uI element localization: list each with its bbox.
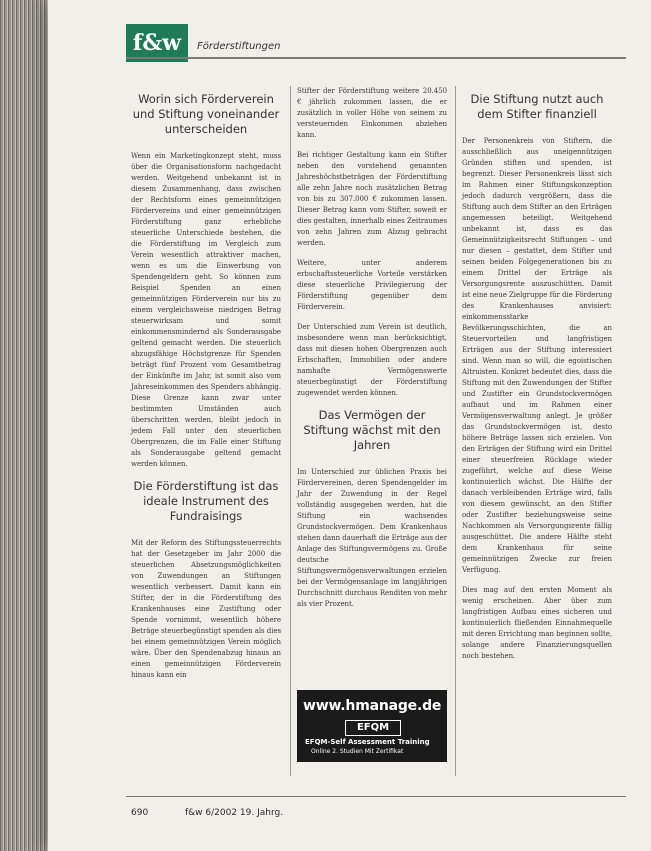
heading-fundraising: Die Förderstiftung ist das ideale Instrument des Fundraisings: [133, 479, 279, 523]
heading-vermoegen: Das Vermögen der Stiftung wächst mit den Jahren: [303, 408, 441, 452]
footer-rule: [126, 796, 626, 797]
paragraph: Im Unterschied zur üblichen Praxis bei Fördervereinen, deren Spendengelder im Jahr der Zuwendung in der Regel vollständig ausgegeben werden, hat die Stiftung ein wachsendes Grundstockvermögen. Dem Krankenhaus stehen dann dauerhaft die Erträge aus der Anlage des Stiftungsvermögens zu. Große deutsche Stiftungsvermögensverwaltungen erzielen bei der Vermögensanlage im langjährigen Durchschnitt durchaus Renditen von mehr als vier Prozent.: [297, 468, 447, 608]
paragraph: Bei richtiger Gestaltung kann ein Stifter neben den vorstehend genannten Jahreshöchstbeträgen der Förderstiftung alle zehn Jahre noch zusätzlichen Betrag von bis zu 307.000 € zukommen lassen. Dieser Betrag kann vom Stifter, soweit er dies gestalten, innerhalb eines Zeitraumes von zehn Jahren zum Abzug gebracht werden.: [297, 151, 447, 247]
column-3: [462, 86, 612, 671]
ad-tagline: EFQM-Self Assessment Training: [305, 738, 430, 746]
ad-subline: Online 2. Studien Mit Zertifikat: [311, 748, 404, 755]
page-number: 690: [131, 808, 149, 818]
heading-verein-stiftung: Worin sich Förderverein und Stiftung voneinander unterscheiden: [132, 92, 280, 136]
efqm-logo: EFQM: [345, 720, 401, 736]
advertisement[interactable]: [297, 690, 447, 762]
journal-issue: f&w 6/2002 19. Jahrg.: [185, 808, 284, 818]
book-spine-edge: [0, 0, 48, 851]
paragraph: Stifter der Förderstiftung weitere 20.450 € jährlich zukommen lassen, die er zusätzlich in voller Höhe von seinem zu versteuernden Einkommen abziehen kann.: [297, 87, 447, 139]
ad-url: www.hmanage.de: [303, 698, 442, 714]
header-rule: [126, 57, 626, 59]
paragraph: Mit der Reform des Stiftungssteuerrechts hat der Gesetzgeber im Jahr 2000 die steuerlichen Absetzungsmöglichkeiten von Zuwendungen an Stiftungen wesentlich verbessert. Damit kann ein Stifter, der in die Förderstiftung des Krankenhauses eine Zustiftung oder Spende vornimmt, wesentlich höhere Beträge steuerbegünstigt spenden als dies bei einem gemeinnützigen Verein möglich wäre. Über den Spendenabzug hinaus an einen gemeinnützigen Förderverein hinaus kann ein: [131, 539, 282, 679]
paragraph: Der Personenkreis von Stiftern, die ausschließlich aus uneigennützigen Gründen stiften und spenden, ist begrenzt. Dieser Personenkreis lässt sich im Rahmen einer Stiftungskonzeption jedoch dadurch vergrößern, dass die Stiftung auch dem Stifter an den Erträgen angemessen beteiligt. Weitgehend unbekannt ist, dass es das Gemeinnützigkeitsrecht Stiftungen – und nur diesen – gestattet, dem Stifter und seinen beiden Folgegenerationen bis zu einem Drittel der Erträge als Versorgungsrente auszuschütten. Damit ist eine neue Zielgruppe für die Förderung des Krankenhauses anvisiert: einkommensstarke Bevölkerungsschichten, die an Steuervorteilen und langfristigen Erträgen aus der Stiftung interessiert sind. Wenn man so will, die egoistischen Altruisten. Konkret bedeutet dies, dass die Stiftung mit den Zuwendungen der Stifter und Zustifter ein Grundstockvermögen aufbaut und im Rahmen einer Vermögensverwaltung anlegt. Je größer das Grundstockvermögen ist, desto höhere Beträge lassen sich erzielen. Von den Erträgen der Stiftung wird ein Drittel einer steuerfreien Rücklage wieder zugeführt, welche auf diese Weise kontinuierlich wächst. Die Hälfte der danach verbleibenden Erträge wird, falls von diesem gewünscht, an den Stifter oder Zustifter beziehungsweise seine Nachkommen als Versorgungsrente fällig ausgeschüttet. Die andere Hälfte steht dem Krankenhaus für seine gemeinnützigen Zwecke zur freien Verfügung.: [462, 137, 612, 574]
column-1: [131, 86, 281, 690]
heading-stifter-finanziell: Die Stiftung nutzt auch dem Stifter finanziell: [470, 92, 604, 121]
journal-logo: f&w: [126, 24, 188, 62]
paragraph: Wenn ein Marketingkonzept steht, muss über die Organisationsform nachgedacht werden. Weitgehend unbekannt ist in diesem Zusammenhang, dass zwischen der Rechtsform eines gemeinnützigen Fördervereins und einer gemeinnützigen Förderstiftung ganz erhebliche steuerliche Unterschiede bestehen, die die Förderstiftung im Vergleich zum Verein wesentlich attraktiver machen, wenn es um die Einwerbung von Spendengeldern geht. So können zum Beispiel Spenden an einen gemeinnützigen Förderverein nur bis zu einem vergleichsweise niedrigen Betrag steuerwirksam und somit einkommensmindernd als Sonderausgabe geltend gemacht werden. Die steuerlich abzugsfähige Höchstgrenze für Spenden beträgt fünf Prozent vom Gesamtbetrag der Einkünfte im Jahr, ist somit also vom Jahreseinkommen des Spenders abhängig. Diese Grenze kann zwar unter bestimmten Umständen auch überschritten werden, bleibt jedoch in jedem Fall unter den steuerlichen Obergrenzen, die im Falle einer Stiftung als Sonderausgabe geltend gemacht werden können.: [131, 152, 281, 468]
column-divider-1: [290, 86, 291, 776]
paragraph: Der Unterschied zum Verein ist deutlich, insbesondere wenn man berücksichtigt, dass mit diesen hohen Obergrenzen auch Erbschaften, Immobilien oder andere namhafte Vermögenswerte steuerbegünstigt der Förderstiftung zugewendet werden können.: [297, 323, 447, 397]
paragraph: Weitere, unter anderem erbschaftssteuerliche Vorteile verstärken diese steuerliche Privilegierung der Förderstiftung gegenüber dem Förderverein.: [297, 259, 447, 311]
section-label: Förderstiftungen: [197, 41, 281, 52]
column-2: [297, 86, 447, 619]
column-divider-2: [455, 86, 456, 776]
paragraph: Dies mag auf den ersten Moment als wenig erscheinen. Aber über zum langfristigen Aufbau eines sicheren und kontinuierlich fließenden Einnahmequelle mit deren Errichtung man beginnen sollte, solange andere Finanzierungsquellen noch bestehen.: [462, 586, 612, 660]
